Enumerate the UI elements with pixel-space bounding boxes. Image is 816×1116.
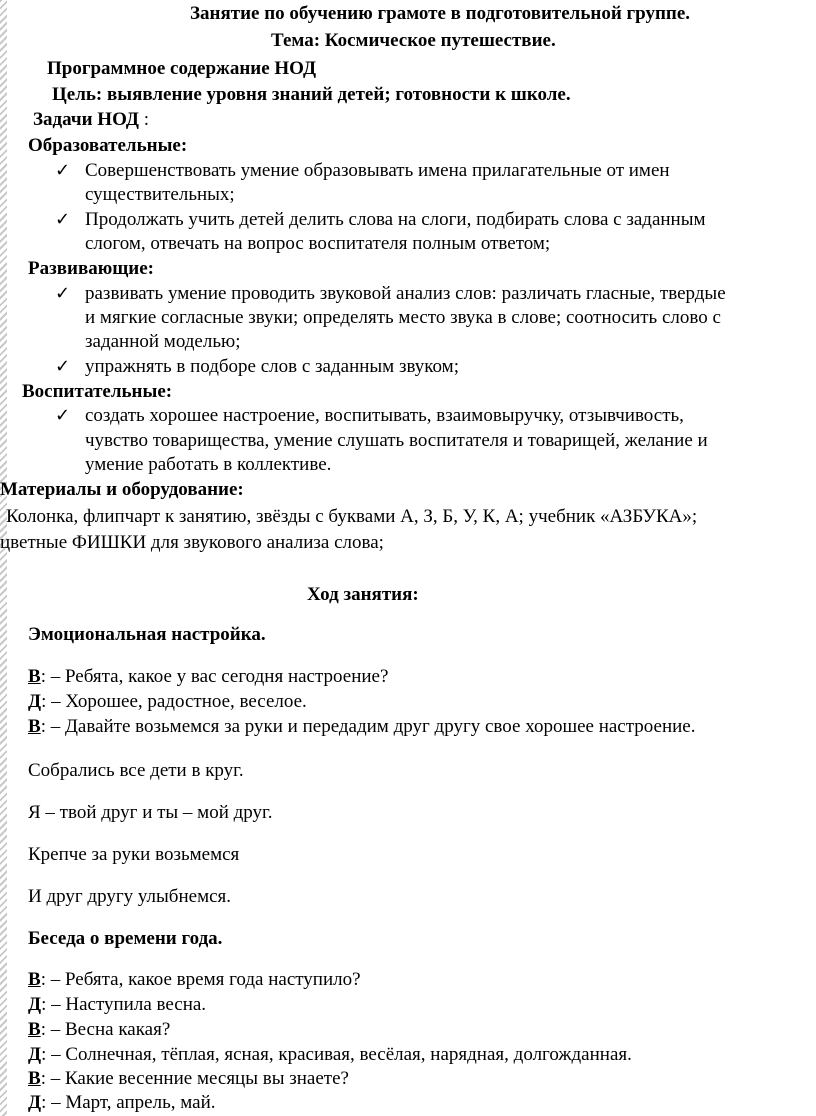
educational-item-2-line-1: Продолжать учить детей делить слова на слоги, подбирать слова с заданным — [85, 209, 706, 230]
mood-heading: Эмоциональная настройка. — [28, 624, 266, 645]
tasks-heading-suffix: : — [138, 109, 150, 130]
educational-heading: Образовательные: — [28, 135, 188, 156]
developing-heading: Развивающие: — [28, 258, 154, 279]
dialog-line — [28, 993, 206, 1017]
developing-item-1-line-2: и мягкие согласные звуки; определять место звука в слове; соотносить слово с — [85, 307, 721, 328]
dialog-line — [28, 1043, 632, 1067]
poem-line-1: Собрались все дети в круг. — [28, 760, 244, 781]
speaker-label: В — [28, 1019, 41, 1040]
materials-line-1: Колонка, флипчарт к занятию, звёзды с буквами А, З, Б, У, К, А; учебник «АЗБУКА»; — [6, 506, 698, 527]
dialog-line — [28, 1018, 170, 1042]
developing-item-1-line-3: заданной моделью; — [85, 331, 241, 352]
poem-line-2: Я – твой друг и ты – мой друг. — [28, 802, 273, 823]
dialog-line — [28, 968, 361, 992]
lesson-title: Занятие по обучению грамоте в подготовительной группе. — [190, 3, 691, 24]
lesson-theme: Тема: Космическое путешествие. — [271, 30, 556, 51]
dialog-text: : – Март, апрель, май. — [41, 1092, 216, 1113]
speaker-label: В — [28, 1068, 41, 1089]
educational-item-1-line-1: Совершенствовать умение образовывать имена прилагательные от имен — [85, 160, 670, 181]
check-icon: ✓ — [55, 209, 71, 230]
check-icon: ✓ — [55, 405, 71, 426]
check-icon: ✓ — [55, 356, 71, 377]
speaker-label: В — [28, 666, 41, 687]
poem-line-4: И друг другу улыбнемся. — [28, 886, 232, 907]
poem-line-3: Крепче за руки возьмемся — [28, 844, 240, 865]
developing-item-2-line-1: упражнять в подборе слов с заданным звуком; — [85, 356, 459, 377]
season-heading: Беседа о времени года. — [28, 928, 223, 949]
course-heading: Ход занятия: — [307, 584, 419, 605]
speaker-label: В — [28, 969, 41, 990]
educational-item-1-line-2: существительных; — [85, 184, 235, 205]
dialog-text: : – Ребята, какое время года наступило? — [40, 969, 361, 990]
materials-line-2: цветные ФИШКИ для звукового анализа слова; — [0, 532, 384, 553]
dialog-text: : – Давайте возьмемся за руки и передадим друг другу свое хорошее настроение. — [40, 716, 696, 737]
speaker-label: Д — [28, 1044, 42, 1065]
tasks-heading — [33, 108, 149, 132]
upbringing-item-1-line-3: умение работать в коллективе. — [85, 454, 332, 475]
check-icon: ✓ — [55, 160, 71, 181]
developing-item-1-line-1: развивать умение проводить звуковой анализ слов: различать гласные, твердые — [85, 283, 726, 304]
upbringing-heading: Воспитательные: — [22, 381, 173, 402]
dialog-text: : – Весна какая? — [40, 1019, 171, 1040]
dialog-line — [28, 1091, 215, 1115]
dialog-line — [28, 1067, 349, 1091]
dialog-text: : – Ребята, какое у вас сегодня настроение? — [40, 666, 389, 687]
dialog-line — [28, 690, 307, 714]
program-content: Программное содержание НОД — [47, 58, 317, 79]
tasks-heading-label: Задачи НОД — [33, 109, 139, 130]
dialog-text: : – Наступила весна. — [41, 994, 207, 1015]
speaker-label: Д — [28, 1092, 42, 1113]
dialog-text: : – Солнечная, тёплая, ясная, красивая, весёлая, нарядная, долгожданная. — [41, 1044, 632, 1065]
speaker-label: Д — [28, 691, 42, 712]
materials-heading: Материалы и оборудование: — [0, 479, 244, 500]
speaker-label: Д — [28, 994, 42, 1015]
dialog-line — [28, 715, 695, 739]
lesson-goal: Цель: выявление уровня знаний детей; готовности к школе. — [52, 84, 571, 105]
dialog-line — [28, 665, 388, 689]
check-icon: ✓ — [55, 283, 71, 304]
speaker-label: В — [28, 716, 41, 737]
upbringing-item-1-line-2: чувство товарищества, умение слушать воспитателя и товарищей, желание и — [85, 430, 708, 451]
upbringing-item-1-line-1: создать хорошее настроение, воспитывать, взаимовыручку, отзывчивость, — [85, 405, 684, 426]
dialog-text: : – Хорошее, радостное, веселое. — [41, 691, 307, 712]
educational-item-2-line-2: слогом, отвечать на вопрос воспитателя полным ответом; — [85, 233, 551, 254]
dialog-text: : – Какие весенние месяцы вы знаете? — [40, 1068, 349, 1089]
page-left-edge — [0, 0, 7, 1116]
